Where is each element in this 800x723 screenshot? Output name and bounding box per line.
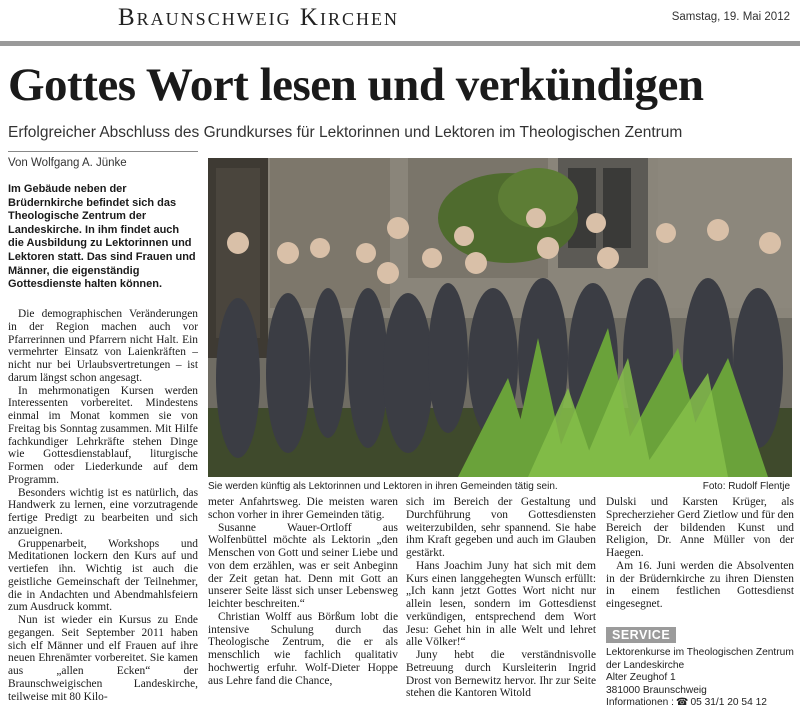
author-rule <box>8 151 198 152</box>
service-info-label: Informationen : <box>606 697 674 709</box>
service-phone-line <box>606 697 796 710</box>
article-column-3 <box>406 496 596 700</box>
article-column-2 <box>208 496 398 687</box>
headline: Gottes Wort lesen und verkündigen <box>8 59 704 111</box>
telephone-icon: ☎ <box>675 697 689 709</box>
group-photo <box>208 158 792 477</box>
paragraph: Juny hebt die verständnisvolle Betreuung durch Kursleiterin Ingrid Drost von Bernewitz hervor. Ihr zur Seite stehen die Kantoren Witold <box>406 649 596 700</box>
paragraph: meter Anfahrtsweg. Die meisten waren schon vorher in ihrer Gemeinden tätig. <box>208 496 398 521</box>
service-line: Lektorenkurse im Theologischen Zentrum der Landeskirche <box>606 647 794 671</box>
paragraph: Besonders wichtig ist es natürlich, das Handwerk zu lernen, eine vorzutragende fertige Predigt zu bearbeiten und sich anzueignen. <box>8 486 198 537</box>
paragraph: Am 16. Juni werden die Absolventen in der Brüdernkirche zu ihren Diensten in einem festlichen Gottesdienst eingesegnet. <box>606 559 794 610</box>
paragraph: Gruppenarbeit, Workshops und Meditationen lockern den Kurs auf und vertiefen ihn. Wichtig ist auch die geistliche Gemeinschaft der Teilnehmer, die in Andachten und Abendmahlsfeiern zum Ausdruck kommt. <box>8 537 198 614</box>
subheadline: Erfolgreicher Abschluss des Grundkurses für Lektorinnen und Lektoren im Theologischen Zentrum <box>8 124 683 141</box>
author-byline: Von Wolfgang A. Jünke <box>8 157 127 169</box>
article-column-4 <box>606 496 794 611</box>
paragraph: Hans Joachim Juny hat sich mit dem Kurs einen langgehegten Wunsch erfüllt: „Ich kann jetzt Gottes Wort nicht nur allein lesen, sondern im Gottesdienst verkündigen, entsprechend dem Wort Jesu: Gehet hin in alle Welt und lehret alle Völker!“ <box>406 559 596 649</box>
paragraph: Die demographischen Veränderungen in der Region machen auch vor Pfarrerinnen und Pfarrern nicht Halt. Ein vermehrter Einsatz von Laienkräften – nicht nur bei Urlaubsvertretungen – ist darum längst schon angesagt. <box>8 308 198 384</box>
photo-caption: Sie werden künftig als Lektorinnen und Lektoren in ihren Gemeinden tätig sein. <box>208 481 558 492</box>
paragraph: Susanne Wauer-Ortloff aus Wolfenbüttel möchte als Lektorin „den Menschen von Gott und seiner Liebe und von dem erzählen, was er seit Anbeginn der Zeit getan hat. Denn mit Gott an unserer Seite lässt sich unser Lebensweg leichter beschreiten.“ <box>208 521 398 610</box>
paragraph: Nun ist wieder ein Kursus zu Ende gegangen. Seit September 2011 haben sich elf Männer und elf Frauen auf ihre neuen Ehrenämter vorbereitet. Sie kamen aus „allen Ecken“ der Braunschweigischen Landeskirche, teilweise mit 80 Kilo- <box>8 614 198 703</box>
masthead-rule <box>0 41 800 46</box>
paragraph: In mehrmonatigen Kursen werden Interessenten vorbereitet. Mindestens einmal im Monat kommen sie von Freitag bis Sonntag zusammen. Mit Hilfe fachkundiger Lehrkräfte stehen Dinge wie Gottesdienstablauf, liturgische Formen oder Liederkunde auf dem Programm. <box>8 384 198 486</box>
service-phone: 05 31/1 20 54 12 <box>690 697 767 709</box>
paragraph: sich im Bereich der Gestaltung und Durchführung von Gottesdiensten weiterzubilden, sehr spannend. Sie habe ihm Kraft gegeben und auch im Glauben gestärkt. <box>406 496 596 559</box>
service-info <box>606 647 796 710</box>
service-line: 381000 Braunschweig <box>606 684 707 696</box>
paragraph: Dulski und Karsten Krüger, als Sprecherzieher Gerd Zietlow und für den Bereich der bildenden Kunst und Religion, Dr. Anne Müller von der Haegen. <box>606 496 794 559</box>
photo-credit: Foto: Rudolf Flentje <box>702 481 790 492</box>
service-badge: SERVICE <box>606 627 676 643</box>
article-column-1 <box>8 308 198 703</box>
issue-date: Samstag, 19. Mai 2012 <box>671 11 790 23</box>
paragraph: Christian Wolff aus Börßum lobt die intensive Schulung durch das Theologische Zentrum, die er als menschlich wie fachlich qualitativ hochwertig erfuhr. Wolf-Dieter Hoppe aus Lehre fand die Chance, <box>208 610 398 687</box>
lead-paragraph: Im Gebäude neben der Brüdernkirche befindet sich das Theologische Zentrum der Landeskirche. In ihm findet auch die Ausbildung zu Lektorinnen und Lektoren statt. Das sind Frauen und Männer, die eigenständig Gottesdienste halten können. <box>8 183 196 291</box>
service-line: Alter Zeughof 1 <box>606 672 676 684</box>
masthead: Braunschweig Kirchen <box>118 4 399 31</box>
